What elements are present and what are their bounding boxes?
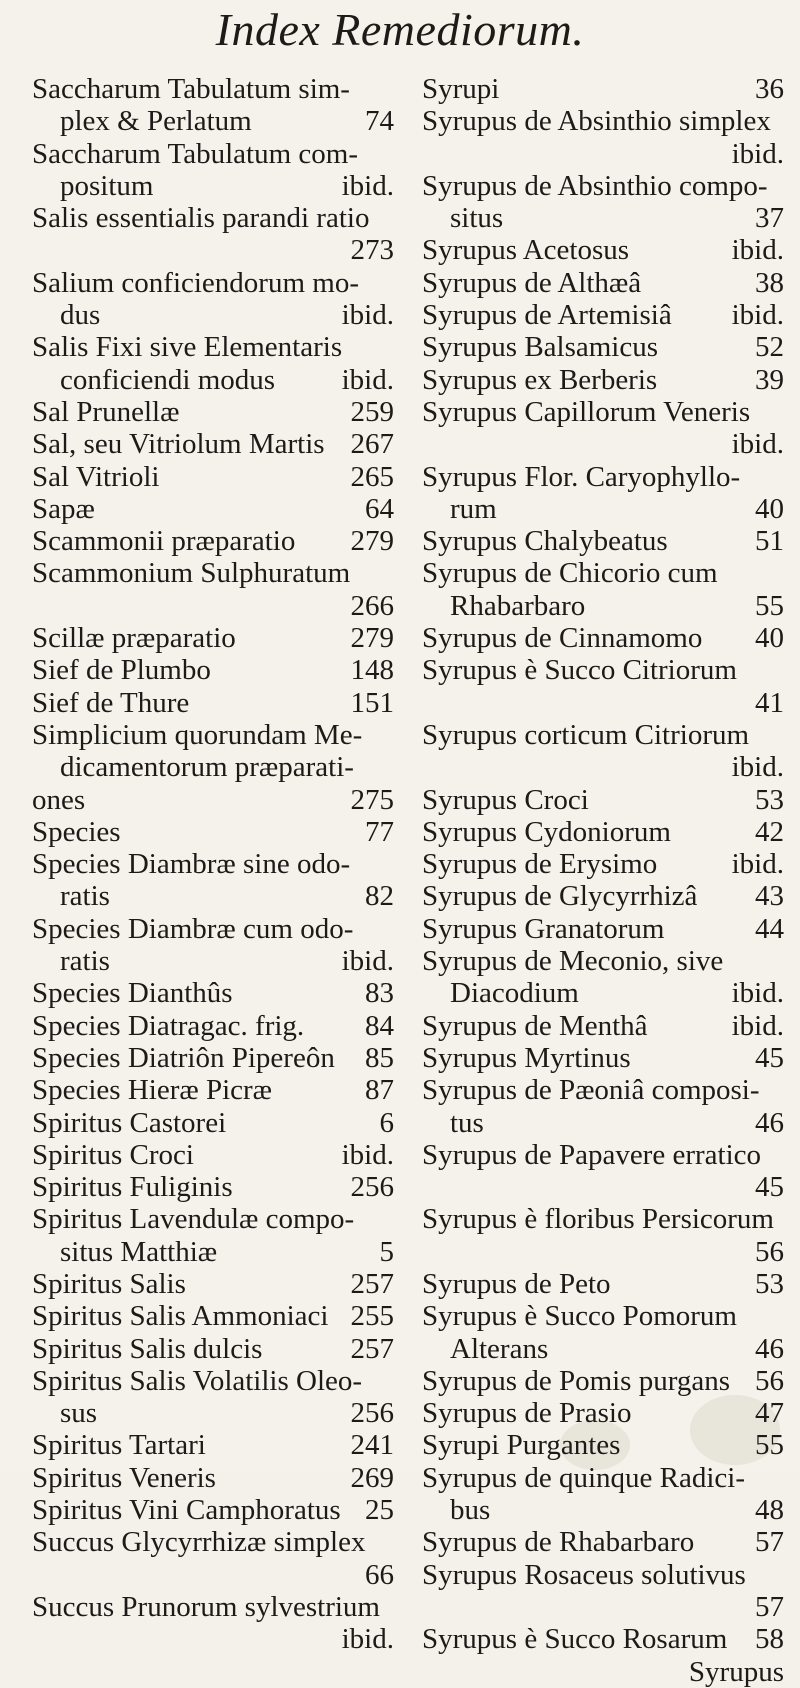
index-entry — [422, 1074, 784, 1106]
index-entry — [422, 1203, 784, 1235]
entry-name: Species Diambræ sine odo- — [32, 848, 351, 881]
entry-name: Species Diatragac. frig. — [32, 1009, 305, 1042]
entry-page-ref: 47 — [755, 1397, 784, 1430]
entry-name: Syrupus de Absinthio compo- — [422, 169, 768, 202]
index-entry — [32, 1300, 394, 1332]
index-entry — [32, 1526, 394, 1558]
entry-name: Rhabarbaro — [450, 589, 586, 622]
entry-page-ref: 74 — [365, 105, 394, 138]
index-entry — [32, 493, 394, 525]
index-entry — [32, 525, 394, 557]
entry-page-ref: 43 — [755, 880, 784, 913]
entry-page-ref: 256 — [350, 1397, 394, 1430]
entry-name: Spiritus Salis Volatilis Oleo- — [32, 1364, 363, 1397]
index-entry — [32, 1462, 394, 1494]
entry-name: Saccharum Tabulatum com- — [32, 137, 358, 170]
entry-name: situs — [450, 202, 504, 235]
entry-name: Species Dianthûs — [32, 977, 233, 1010]
entry-name: Syrupus Capillorum Veneris — [422, 395, 751, 428]
index-entry — [32, 848, 394, 880]
entry-name: Syrupus Balsamicus — [422, 331, 659, 364]
index-entry — [32, 557, 394, 589]
index-entry — [422, 1559, 784, 1624]
entry-name: Syrupus de Absinthio simplex — [422, 105, 771, 138]
index-entry — [422, 299, 784, 331]
entry-page-ref: Syrupus — [688, 1655, 784, 1688]
entry-name: Salis Fixi sive Elementaris — [32, 331, 343, 364]
entry-name: Syrupus de Rhabarbaro — [422, 1526, 695, 1559]
entry-name: Sief de Thure — [32, 686, 190, 719]
entry-name: Syrupus de Pæoniâ composi- — [422, 1074, 760, 1107]
index-entry — [32, 1494, 394, 1526]
entry-name: Spiritus Fuliginis — [32, 1171, 233, 1204]
entry-name: bus — [450, 1494, 491, 1527]
index-entry — [32, 1074, 394, 1106]
index-entry — [32, 138, 394, 170]
index-entry — [422, 1268, 784, 1300]
index-entry — [32, 364, 394, 396]
entry-name: Scammonium Sulphuratum — [32, 557, 351, 590]
entry-name: Spiritus Castorei — [32, 1106, 227, 1139]
entry-name: Scillæ præparatio — [32, 622, 236, 655]
index-entry — [32, 299, 394, 331]
entry-name: rum — [450, 492, 497, 525]
entry-page-ref: 56 — [755, 1364, 784, 1397]
entry-page-ref: 241 — [350, 1429, 394, 1462]
index-entry — [32, 170, 394, 202]
entry-page-ref: 53 — [755, 783, 784, 816]
entry-page-ref: 273 — [350, 234, 394, 267]
entry-name: Syrupus de Althæâ — [422, 266, 642, 299]
entry-page-ref: ibid. — [731, 428, 784, 461]
entry-page-ref: 82 — [365, 880, 394, 913]
entry-name: Syrupus de Chicorio cum — [422, 557, 718, 590]
entry-page-ref: 148 — [350, 654, 394, 687]
index-entry — [32, 590, 394, 622]
index-entry — [32, 234, 394, 266]
entry-name: dus — [60, 299, 101, 332]
entry-page-ref: 269 — [350, 1461, 394, 1494]
index-entry — [422, 1526, 784, 1558]
entry-name: Syrupus de Prasio — [422, 1397, 632, 1430]
entry-name: Syrupus de Erysimo — [422, 848, 658, 881]
index-entry — [422, 1139, 784, 1171]
entry-name: dicamentorum præparati- — [60, 751, 354, 784]
entry-name: Syrupus Flor. Caryophyllo- — [422, 460, 741, 493]
index-entry — [32, 202, 394, 234]
entry-name: Succus Prunorum sylvestrium — [32, 1590, 380, 1623]
entry-page-ref: 275 — [350, 783, 394, 816]
entry-page-ref: 87 — [365, 1074, 394, 1107]
entry-name: Simplicium quorundam Me- — [32, 718, 363, 751]
index-entry — [32, 1139, 394, 1171]
entry-name: Spiritus Tartari — [32, 1429, 206, 1462]
entry-page-ref: 41 — [755, 686, 784, 719]
index-entry — [422, 557, 784, 589]
index-entry — [422, 816, 784, 848]
index-entry — [422, 1171, 784, 1203]
entry-name: Species Diatriôn Pipereôn — [32, 1041, 335, 1074]
entry-page-ref: ibid. — [731, 751, 784, 784]
entry-name: positum — [60, 169, 154, 202]
entry-page-ref: ibid. — [341, 1623, 394, 1656]
entry-name: Syrupus de Menthâ — [422, 1009, 648, 1042]
entry-page-ref: 39 — [755, 363, 784, 396]
entry-page-ref: 25 — [365, 1494, 394, 1527]
entry-name: Syrupus de Cinnamomo — [422, 622, 703, 655]
index-entry — [32, 784, 394, 816]
entry-name: Syrupus Croci — [422, 783, 589, 816]
entry-name: ones — [32, 783, 86, 816]
entry-page-ref: 267 — [350, 428, 394, 461]
index-entry — [422, 170, 784, 202]
index-entry — [422, 1365, 784, 1397]
entry-name: Syrupus corticum Citriorum — [422, 718, 750, 751]
index-entry — [422, 848, 784, 880]
index-entry — [422, 1107, 784, 1139]
index-entry — [422, 525, 784, 557]
entry-name: Species Diambræ cum odo- — [32, 912, 354, 945]
entry-name: Sief de Plumbo — [32, 654, 211, 687]
index-entry — [422, 364, 784, 396]
entry-name: Alterans — [450, 1332, 549, 1365]
entry-page-ref: 37 — [755, 202, 784, 235]
entry-page-ref: 84 — [365, 1009, 394, 1042]
index-entry — [422, 202, 784, 234]
index-entry — [32, 1171, 394, 1203]
entry-name: Syrupus ex Berberis — [422, 363, 658, 396]
entry-name: Spiritus Croci — [32, 1138, 194, 1171]
entry-page-ref: 279 — [350, 525, 394, 558]
index-entry — [32, 945, 394, 977]
entry-name: Syrupus è Succo Pomorum — [422, 1300, 737, 1333]
entry-name: Species — [32, 815, 121, 848]
index-entry — [422, 784, 784, 816]
index-entry — [32, 1203, 394, 1235]
index-entry — [422, 1494, 784, 1526]
index-entry — [32, 1365, 394, 1397]
entry-page-ref: 266 — [350, 589, 394, 622]
index-entry — [422, 687, 784, 719]
index-entry — [422, 1300, 784, 1332]
index-entry — [32, 428, 394, 460]
index-entry — [422, 590, 784, 622]
entry-page-ref: ibid. — [341, 363, 394, 396]
index-entry — [422, 719, 784, 751]
entry-page-ref: 257 — [350, 1332, 394, 1365]
entry-page-ref: 38 — [755, 266, 784, 299]
entry-name: Syrupi — [422, 73, 500, 105]
entry-name: Spiritus Salis Ammoniaci — [32, 1300, 329, 1333]
index-entry — [32, 1559, 394, 1591]
index-entry — [422, 461, 784, 493]
entry-name: Spiritus Salis — [32, 1267, 186, 1300]
entry-page-ref: ibid. — [731, 137, 784, 170]
index-entry — [422, 1333, 784, 1365]
entry-page-ref: ibid. — [731, 1009, 784, 1042]
entry-page-ref: ibid. — [731, 977, 784, 1010]
entry-page-ref: 55 — [755, 589, 784, 622]
index-entry — [32, 461, 394, 493]
entry-name: Salium conficiendorum mo- — [32, 266, 359, 299]
index-entry — [32, 396, 394, 428]
entry-name: Syrupus Rosaceus solutivus — [422, 1558, 746, 1591]
index-entry — [32, 1107, 394, 1139]
entry-page-ref: 44 — [755, 912, 784, 945]
index-entry — [422, 1042, 784, 1074]
index-entry — [32, 1268, 394, 1300]
index-entry — [422, 1010, 784, 1042]
index-entry — [32, 1623, 394, 1655]
index-entry — [422, 267, 784, 299]
entry-page-ref: 53 — [755, 1267, 784, 1300]
entry-name: Syrupus Acetosus — [422, 234, 630, 267]
entry-page-ref: ibid. — [731, 299, 784, 332]
entry-name: Syrupus è Succo Rosarum — [422, 1623, 728, 1656]
entry-page-ref: 56 — [755, 1235, 784, 1268]
index-entry — [32, 719, 394, 751]
entry-page-ref: 64 — [365, 492, 394, 525]
entry-name: Syrupus de Pomis purgans — [422, 1364, 731, 1397]
entry-name: Syrupus de quinque Radici- — [422, 1461, 745, 1494]
index-entry — [32, 1333, 394, 1365]
index-entry — [422, 622, 784, 654]
entry-name: Syrupi Purgantes — [422, 1429, 621, 1462]
entry-name: Syrupus Cydoniorum — [422, 815, 671, 848]
index-entry — [32, 977, 394, 1009]
entry-name: tus — [450, 1106, 484, 1139]
index-entry — [422, 138, 784, 170]
entry-page-ref: 57 — [755, 1526, 784, 1559]
index-entry — [422, 1397, 784, 1429]
entry-page-ref: 265 — [350, 460, 394, 493]
entry-page-ref: 83 — [365, 977, 394, 1010]
index-entry — [422, 913, 784, 945]
entry-name: Spiritus Veneris — [32, 1461, 216, 1494]
index-entry — [422, 751, 784, 783]
index-entry — [422, 331, 784, 363]
index-entry — [422, 1236, 784, 1268]
entry-page-ref: 151 — [350, 686, 394, 719]
entry-page-ref: 77 — [365, 815, 394, 848]
entry-name: Sal Vitrioli — [32, 460, 160, 493]
entry-name: Spiritus Vini Camphoratus — [32, 1494, 341, 1527]
index-entry — [32, 1397, 394, 1429]
entry-name: Syrupus de Glycyrrhizâ — [422, 880, 698, 913]
index-entry — [32, 105, 394, 137]
index-entry — [32, 913, 394, 945]
entry-name: Sal Prunellæ — [32, 395, 180, 428]
entry-name: Succus Glycyrrhizæ simplex — [32, 1526, 366, 1559]
page-title: Index Remediorum. — [215, 4, 585, 55]
entry-page-ref: 256 — [350, 1171, 394, 1204]
entry-name: Salis essentialis parandi ratio — [32, 202, 370, 235]
entry-page-ref: 58 — [755, 1623, 784, 1656]
index-entry — [422, 1623, 784, 1655]
entry-page-ref: ibid. — [341, 299, 394, 332]
entry-page-ref: 40 — [755, 622, 784, 655]
entry-page-ref: 52 — [755, 331, 784, 364]
index-entry — [32, 1010, 394, 1042]
entry-name: Syrupus Chalybeatus — [422, 525, 668, 558]
entry-page-ref: 259 — [350, 395, 394, 428]
entry-name: ratis — [60, 945, 110, 978]
index-entry — [32, 816, 394, 848]
left-index-column — [32, 73, 394, 1656]
entry-page-ref: 45 — [755, 1171, 784, 1204]
index-entry — [32, 687, 394, 719]
entry-name: ratis — [60, 880, 110, 913]
entry-page-ref: 257 — [350, 1267, 394, 1300]
entry-page-ref: 48 — [755, 1494, 784, 1527]
entry-name: Syrupus è floribus Persicorum — [422, 1203, 774, 1236]
entry-name: Diacodium — [450, 977, 579, 1010]
index-entry — [422, 1462, 784, 1494]
index-entry — [422, 1429, 784, 1461]
entry-page-ref: 57 — [755, 1590, 784, 1623]
entry-name: Syrupus de Meconio, sive — [422, 945, 724, 978]
right-index-column — [422, 73, 784, 1688]
entry-page-ref: ibid. — [731, 848, 784, 881]
entry-page-ref: 279 — [350, 622, 394, 655]
entry-name: situs Matthiæ — [60, 1235, 218, 1268]
index-entry — [32, 1042, 394, 1074]
entry-name: plex & Perlatum — [60, 105, 252, 138]
index-entry — [422, 105, 784, 137]
entry-name: Spiritus Lavendulæ compo- — [32, 1203, 355, 1236]
entry-name: Sal, seu Vitriolum Martis — [32, 428, 325, 461]
index-entry — [422, 880, 784, 912]
index-entry — [32, 654, 394, 686]
entry-name: Syrupus de Artemisiâ — [422, 299, 672, 332]
entry-page-ref: 46 — [755, 1332, 784, 1365]
index-entry — [422, 493, 784, 525]
index-entry — [422, 977, 784, 1009]
entry-page-ref: 45 — [755, 1041, 784, 1074]
entry-page-ref: 6 — [379, 1106, 394, 1139]
entry-name: Spiritus Salis dulcis — [32, 1332, 263, 1365]
index-entry — [422, 73, 784, 105]
index-entry — [422, 396, 784, 428]
entry-page-ref: ibid. — [731, 234, 784, 267]
index-entry — [422, 428, 784, 460]
index-entry — [32, 73, 394, 105]
index-entry — [32, 880, 394, 912]
entry-name: Sapæ — [32, 492, 95, 525]
entry-name: conficiendi modus — [60, 363, 276, 396]
index-entry — [32, 1236, 394, 1268]
entry-name: Saccharum Tabulatum sim- — [32, 73, 350, 105]
entry-page-ref: ibid. — [341, 945, 394, 978]
index-entry — [422, 654, 784, 686]
entry-page-ref: ibid. — [341, 169, 394, 202]
entry-page-ref: 5 — [379, 1235, 394, 1268]
entry-page-ref: 40 — [755, 492, 784, 525]
index-entry — [422, 1656, 784, 1688]
index-entry — [32, 1429, 394, 1461]
entry-name: Scammonii præparatio — [32, 525, 296, 558]
entry-name: Syrupus Granatorum — [422, 912, 665, 945]
entry-name: Syrupus Myrtinus — [422, 1041, 631, 1074]
index-entry — [422, 234, 784, 266]
entry-name: Syrupus de Peto — [422, 1267, 611, 1300]
entry-page-ref: 255 — [350, 1300, 394, 1333]
entry-name: Species Hieræ Picræ — [32, 1074, 273, 1107]
index-entry — [32, 1591, 394, 1623]
entry-page-ref: 51 — [755, 525, 784, 558]
entry-page-ref: 42 — [755, 815, 784, 848]
index-entry — [32, 331, 394, 363]
entry-name: Syrupus è Succo Citriorum — [422, 654, 737, 687]
index-entry — [32, 622, 394, 654]
index-entry — [32, 267, 394, 299]
entry-page-ref: ibid. — [341, 1138, 394, 1171]
entry-page-ref: 85 — [365, 1041, 394, 1074]
entry-page-ref: 55 — [755, 1429, 784, 1462]
index-entry — [32, 751, 394, 783]
entry-page-ref: 36 — [755, 73, 784, 105]
entry-name: Syrupus de Papavere erratico — [422, 1138, 762, 1171]
entry-page-ref: 46 — [755, 1106, 784, 1139]
entry-page-ref: 66 — [365, 1558, 394, 1591]
entry-name: sus — [60, 1397, 98, 1430]
index-entry — [422, 945, 784, 977]
